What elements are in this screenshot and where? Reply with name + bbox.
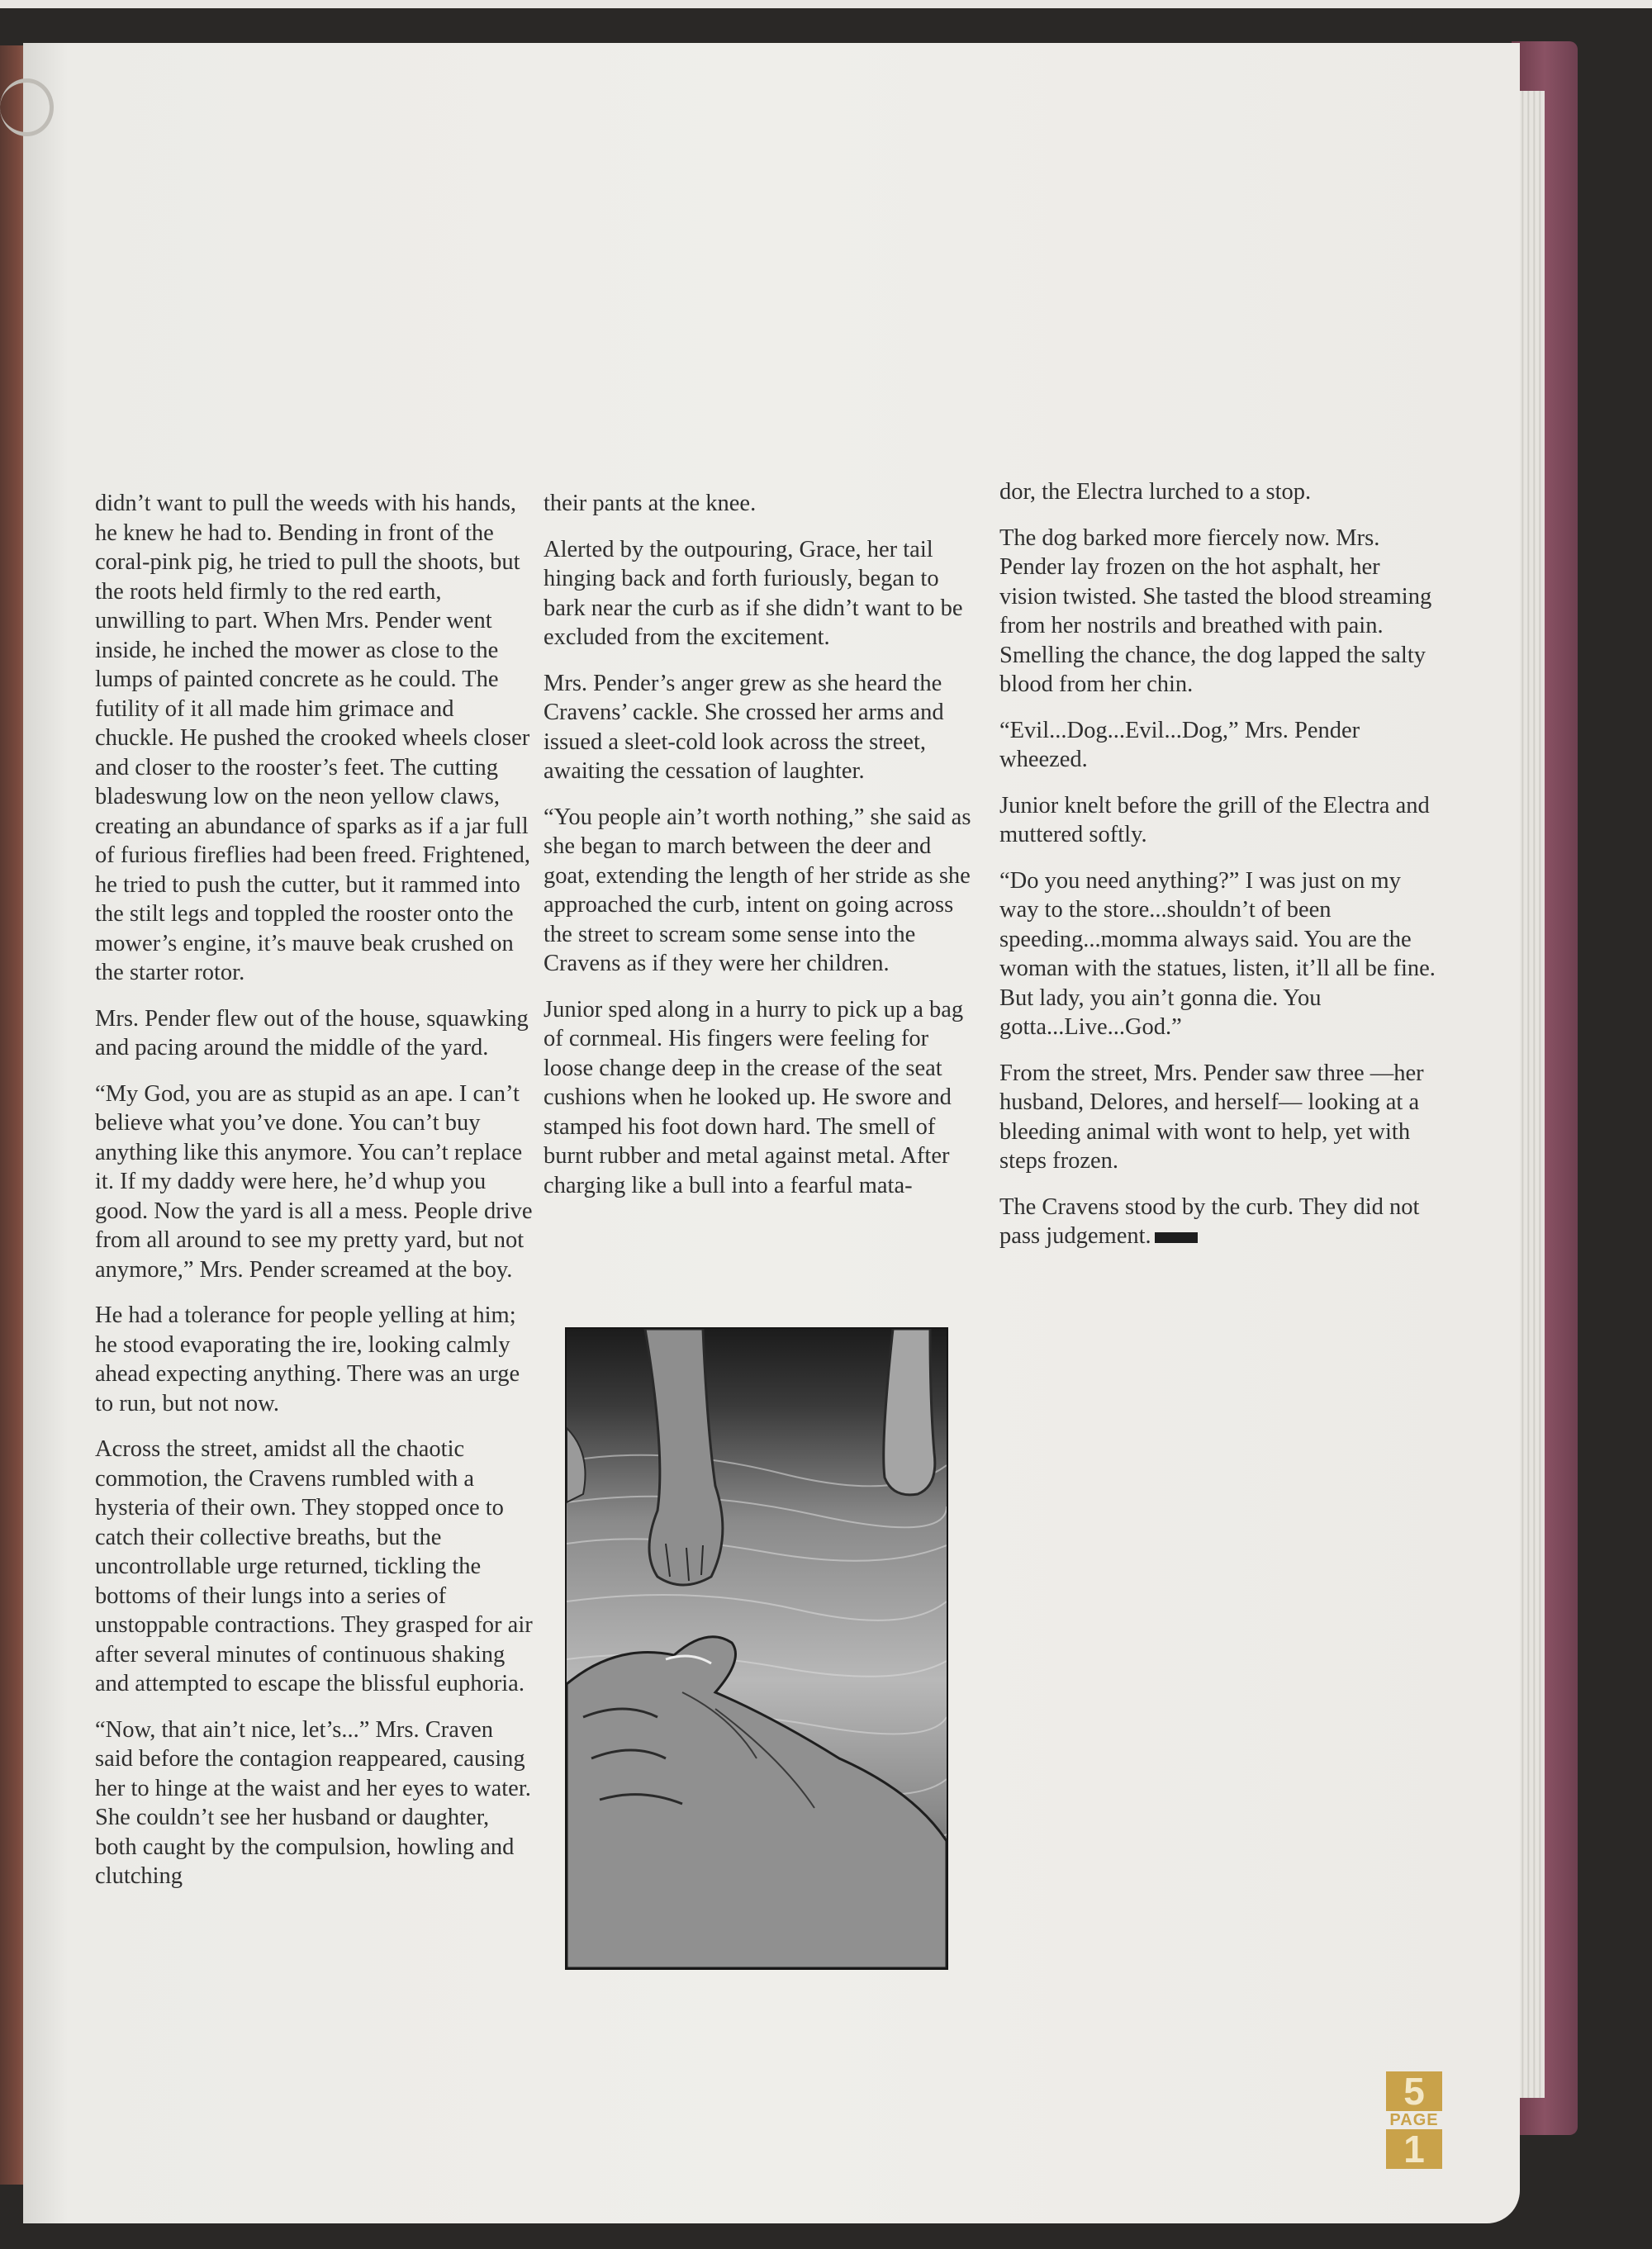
paragraph: Junior sped along in a hurry to pick up a bag of cornmeal. His fingers were feeling for loose change deep in the crease of the seat cushions when he looked up. He swore and stamped his foot down hard. The smell of burnt rubber and metal against metal. After charging like a bull into a fearful mata- — [544, 996, 964, 1198]
page-folio — [1386, 2071, 1442, 2172]
closing-paragraph — [999, 1193, 1437, 1251]
paragraph: dor, the Electra lurched to a stop. — [999, 479, 1312, 505]
paragraph-text: The Cravens stood by the curb. They did not pass judgement. — [999, 1193, 1420, 1249]
paragraph: “Now, that ain’t nice, let’s...” Mrs. Craven said before the contagion reappeared, causing her to hinge at the waist and her eyes to water. She couldn’t see her husband or daughter, both caught by the compulsion, howling and clutching — [95, 1716, 531, 1889]
paragraph: Across the street, amidst all the chaotic commotion, the Cravens rumbled with a hysteria of their own. They stopped once to catch their collective breaths, but the uncontrollable urge returned, tickling the bottoms of their lungs into a series of unstoppable contractions. They grasped for air after several minutes of continuous shaking and attempted to escape the blissful euphoria. — [95, 1436, 533, 1696]
paragraph: Mrs. Pender flew out of the house, squawking and pacing around the middle of the yard. — [95, 1005, 529, 1060]
paragraph: Junior knelt before the grill of the Electra and muttered softly. — [999, 792, 1430, 847]
paragraph: From the street, Mrs. Pender saw three —her husband, Delores, and herself— looking at a bleeding animal with wont to help, yet with steps frozen. — [999, 1060, 1424, 1174]
paragraph: their pants at the knee. — [544, 491, 757, 516]
end-of-story-mark — [1155, 1232, 1198, 1243]
folio-page-number: 1 — [1386, 2129, 1442, 2169]
illustration-hand-and-dog-paws — [565, 1327, 948, 1970]
paragraph: The dog barked more fiercely now. Mrs. Pender lay frozen on the hot asphalt, her vision twisted. She tasted the blood streaming from her nostrils and breathed with pain. Smelling the chance, the dog lapped the salty blood from her chin. — [999, 524, 1432, 697]
paragraph: “You people ain’t worth nothing,” she said as she began to march between the deer and goat, extending the length of her stride as she approached the curb, intent on going across the street to scream some sense into the Cravens as if they were her children. — [544, 804, 971, 976]
paragraph: “My God, you are as stupid as an ape. I can’t believe what you’ve done. You can’t buy anything like this anymore. You can’t replace it. If my daddy were here, he’d whup you good. Now the yard is all a mess. People drive from all around to see my pretty yard, but not anymore,” Mrs. Pender screamed at the boy. — [95, 1080, 533, 1283]
paragraph: He had a tolerance for people yelling at him; he stood evaporating the ire, looking calmly ahead expecting anything. There was an urge to run, but not now. — [95, 1302, 520, 1416]
paragraph: Alerted by the outpouring, Grace, her tail hinging back and forth furiously, began to bark near the curb as if she didn’t want to be excluded from the excitement. — [544, 536, 963, 650]
paragraph: “Evil...Dog...Evil...Dog,” Mrs. Pender wheezed. — [999, 717, 1360, 772]
text-column-1 — [95, 489, 533, 1908]
paragraph: didn’t want to pull the weeds with his hands, he knew he had to. Bending in front of the coral-pink pig, he tried to pull the shoots, but the roots held firmly to the red earth, unwilling to part. When Mrs. Pender went inside, he inched the mower as close to the lumps of painted concrete as he could. The futility of it all made him grimace and chuckle. He pushed the crooked wheels closer and closer to the rooster’s feet. The cutting bladeswung low on the neon yellow claws, creating an abundance of sparks as if a jar full of furious fireflies had been freed. Frightened, he tried to push the cutter, but it rammed into the stilt legs and toppled the rooster onto the mower’s engine, it’s mauve beak crushed on the starter rotor. — [95, 491, 531, 985]
folio-label: PAGE — [1389, 2111, 1439, 2129]
binder-ring — [0, 78, 54, 136]
scanner-edge — [0, 0, 1652, 8]
text-column-2 — [544, 489, 973, 1217]
text-column-3 — [999, 477, 1437, 1268]
folio-section-number: 5 — [1386, 2071, 1442, 2111]
paragraph: “Do you need anything?” I was just on my way to the store...shouldn’t of been speeding...momma always said. You are the woman with the statues, listen, it’ll all be fine. But lady, you ain’t gonna die. You gotta...Live...God.” — [999, 867, 1436, 1040]
paragraph: Mrs. Pender’s anger grew as she heard the Cravens’ cackle. She crossed her arms and issued a sleet-cold look across the street, awaiting the cessation of laughter. — [544, 670, 944, 784]
